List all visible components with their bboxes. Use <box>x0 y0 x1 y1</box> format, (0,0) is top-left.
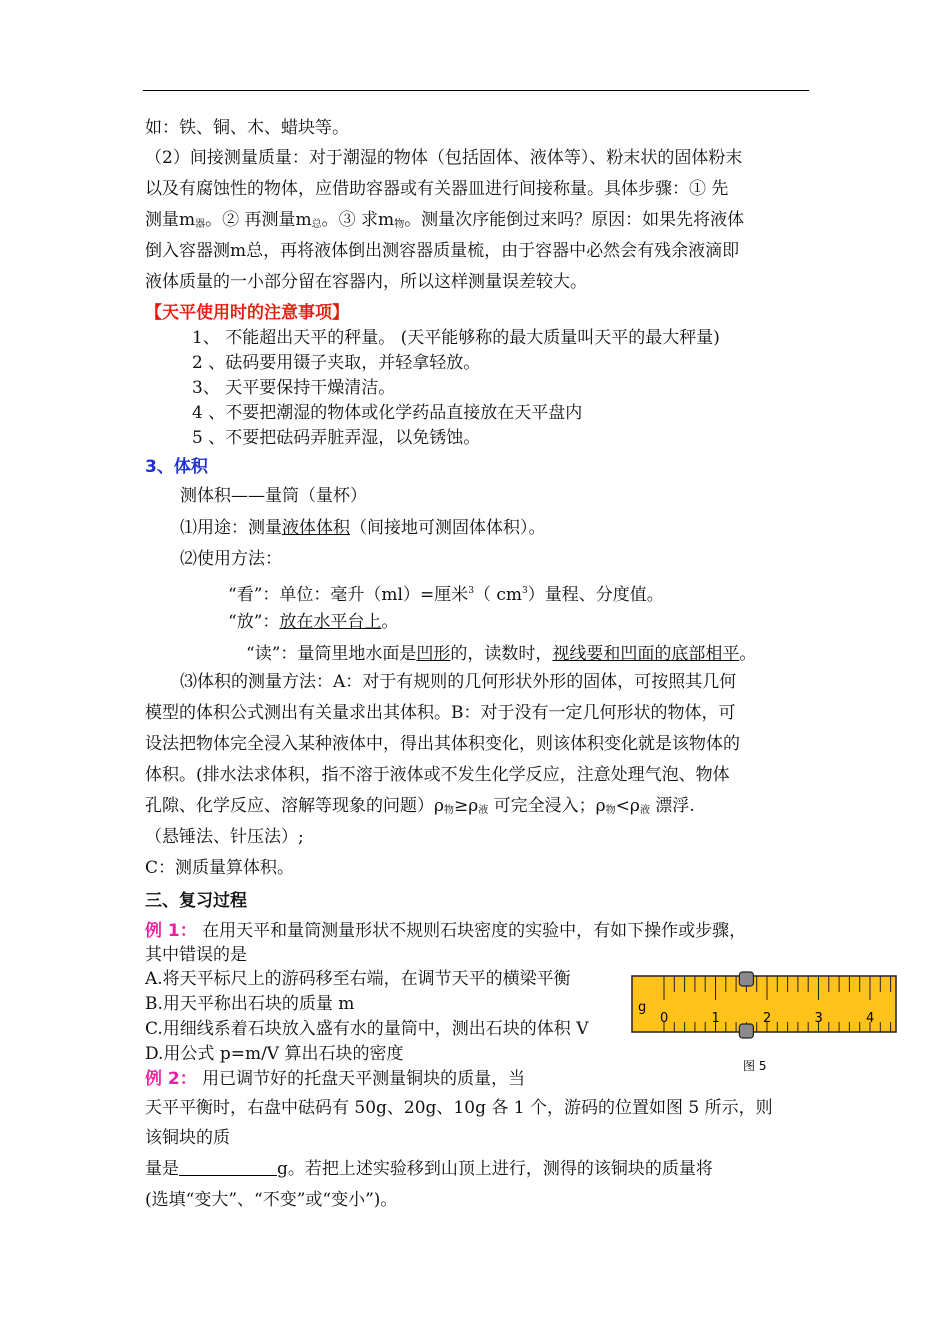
tick-label: 2 <box>763 1011 772 1026</box>
text-line: 其中错误的是 <box>145 945 247 965</box>
tick-label: 0 <box>660 1011 669 1026</box>
balance-scale-ruler <box>630 966 900 1078</box>
example-line: 例 1： 在用天平和量筒测量形状不规则石块密度的实验中，有如下操作或步骤， <box>145 921 747 941</box>
option-c: C.用细线系着石块放入盛有水的量筒中，测出石块的体积 V <box>145 1019 589 1039</box>
text-line: 测体积——量筒（量杯） <box>180 486 367 506</box>
text-line: “看”：单位：毫升（ml）=厘米$^3$（ $cm^3$）量程、分度值。 <box>228 585 664 605</box>
text-line: ⑵使用方法： <box>180 549 282 569</box>
text-line: 模型的体积公式测出有关量求出其体积。B：对于没有一定几何形状的物体，可 <box>145 703 736 723</box>
text-line: C：测质量算体积。 <box>145 858 295 878</box>
option-a: A.将天平标尺上的游码移至右端，在调节天平的横梁平衡 <box>145 969 571 989</box>
example-label: 例 2： <box>145 1069 197 1089</box>
example-label: 例 1： <box>145 921 197 941</box>
text-line: 天平平衡时，右盘中砝码有 50g、20g、10g 各 1 个，游码的位置如图 5 所示，则 <box>145 1098 773 1118</box>
text-line: （2）间接测量质量：对于潮湿的物体（包括固体、液体等）、粉末状的固体粉末 <box>145 148 743 168</box>
tick-label: 3 <box>814 1011 823 1026</box>
option-d: D.用公式 p=m/V 算出石块的密度 <box>145 1044 404 1064</box>
header-rule <box>143 90 809 91</box>
example-line: 例 2： 用已调节好的托盘天平测量铜块的质量，当 <box>145 1069 526 1089</box>
text-line: 设法把物体完全浸入某种液体中，得出其体积变化，则该体积变化就是该物体的 <box>145 734 740 754</box>
text-line: 体积。(排水法求体积，指不溶于液体或不发生化学反应，注意处理气泡、物体 <box>145 765 730 785</box>
text-line: ⑶体积的测量方法：A：对于有规则的几何形状外形的固体，可按照其几何 <box>180 672 737 692</box>
rider-block <box>739 1024 753 1038</box>
note-item: 1、 不能超出天平的秤量。 (天平能够称的最大质量叫天平的最大秤量) <box>192 328 720 348</box>
note-item: 2 、砝码要用镊子夹取，并轻拿轻放。 <box>192 353 481 373</box>
text-line: ⑴用途：测量液体体积（间接地可测固体体积）。 <box>180 518 546 538</box>
text-line: 液体质量的一小部分留在容器内，所以这样测量误差较大。 <box>145 272 587 292</box>
text-line: 倒入容器测m总，再将液体倒出测容器质量梳，由于容器中必然会有残余液滴即 <box>145 241 740 261</box>
option-b: B.用天平称出石块的质量 m <box>145 994 355 1014</box>
figure-caption: 图 5 <box>743 1059 767 1073</box>
notes-heading: 【天平使用时的注意事项】 <box>145 303 349 323</box>
text-line: “读”：量筒里地水面是凹形的，读数时，视线要和凹面的底部相平。 <box>246 644 757 664</box>
text-line: 测量$m_器$。② 再测量$m_总$。③ 求$m_物$。测量次序能倒过来吗？原因：如果先将液体 <box>145 210 745 230</box>
text-line: 孔隙、化学反应、溶解等现象的问题）$\rho_物\ge\rho_液$ 可完全浸入；$\rho_物<\rho_液$ 漂浮. <box>145 796 695 816</box>
section-heading: 三、复习过程 <box>145 891 247 911</box>
note-item: 3、 天平要保持干燥清洁。 <box>192 378 396 398</box>
unit-label: g <box>638 1000 647 1015</box>
rider-block <box>739 972 753 986</box>
text-line: （悬锤法、针压法）; <box>145 827 304 847</box>
text-line: 以及有腐蚀性的物体，应借助容器或有关器皿进行间接称量。具体步骤：① 先 <box>145 179 729 199</box>
answer-blank[interactable] <box>179 1159 277 1176</box>
tick-label: 4 <box>866 1011 875 1026</box>
tick-label: 1 <box>711 1011 720 1026</box>
note-item: 5 、不要把砝码弄脏弄湿，以免锈蚀。 <box>192 428 481 448</box>
text-line: 量是 g。若把上述实验移到山顶上进行，测得的该铜块的质量将 <box>145 1159 713 1179</box>
text-line: 如：铁、铜、木、蜡块等。 <box>145 118 349 138</box>
note-item: 4 、不要把潮湿的物体或化学药品直接放在天平盘内 <box>192 403 583 423</box>
section-heading: 3、体积 <box>145 457 208 477</box>
text-line: 该铜块的质 <box>145 1128 230 1148</box>
text-line: (选填“变大”、“不变”或“变小”)。 <box>145 1190 398 1210</box>
text-line: “放”：放在水平台上。 <box>228 612 399 632</box>
